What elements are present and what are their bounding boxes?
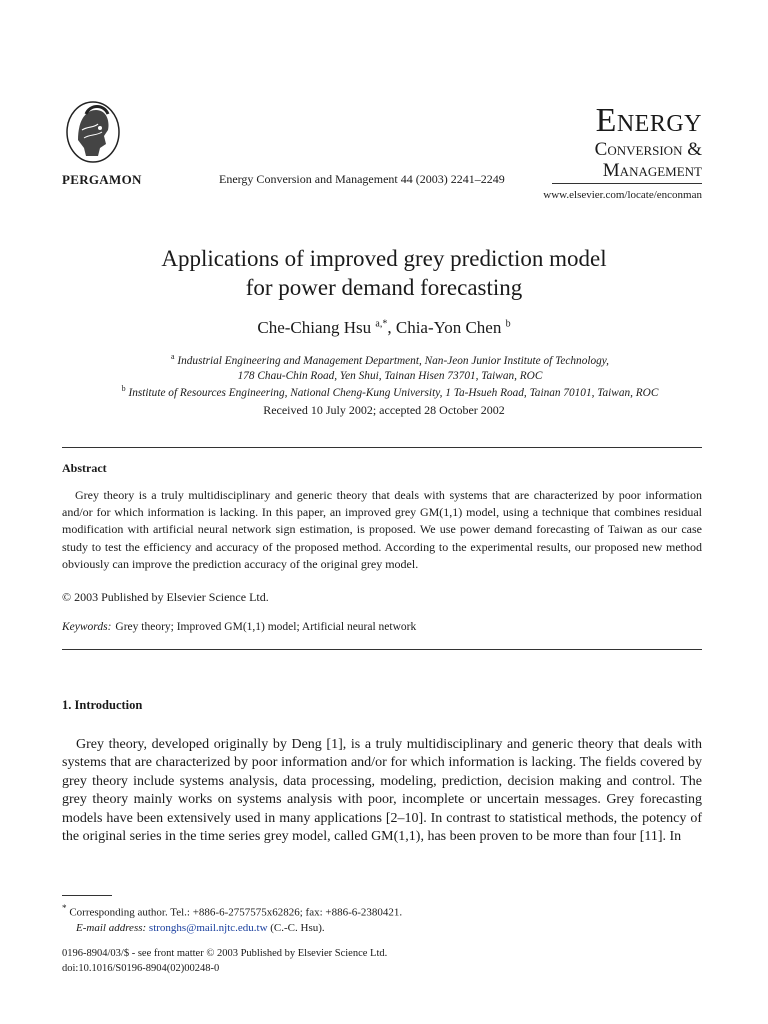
section-heading-introduction: 1. Introduction bbox=[62, 698, 143, 712]
doi-line: doi:10.1016/S0196-8904(02)00248-0 bbox=[62, 962, 220, 974]
brand-line-2: Conversion & bbox=[594, 139, 702, 160]
affiliation-a bbox=[40, 349, 740, 384]
article-title bbox=[0, 244, 768, 302]
introduction-body bbox=[62, 736, 702, 846]
author-1: Che-Chiang Hsu bbox=[257, 318, 372, 337]
abstract-body bbox=[62, 487, 702, 573]
front-matter-info bbox=[62, 947, 387, 976]
footnote-email-line bbox=[62, 921, 402, 936]
abstract-text: Grey theory is a truly multidisciplinary and generic theory that deals with systems that are characterized by poor information and/or for which information is lacking. In this paper, an improved grey GM(1,1) model, using a technique that combines residual modification with artificial neural network sign estimation, is proposed. We use power demand forecasting of Taiwan as our case study to test the efficiency and accuracy of the proposed method. According to the experimental results, our proposed new method obviously can improve the prediction accuracy of the original grey model. bbox=[62, 488, 702, 571]
affiliation-a-mark: a bbox=[170, 352, 175, 361]
footnote-mark: * bbox=[62, 903, 67, 913]
abstract-top-rule bbox=[62, 447, 702, 448]
footnote bbox=[62, 901, 402, 936]
author-list bbox=[0, 318, 768, 338]
journal-citation: Energy Conversion and Management 44 (2003) 2241–2249 bbox=[219, 172, 505, 186]
title-line-1: Applications of improved grey prediction model bbox=[161, 246, 607, 271]
email-link[interactable]: stronghs@mail.njtc.edu.tw bbox=[148, 921, 268, 934]
publisher-name: PERGAMON bbox=[62, 172, 142, 187]
keywords-text: Grey theory; Improved GM(1,1) model; Artificial neural network bbox=[115, 621, 417, 633]
affiliation-b-mark: b bbox=[121, 384, 126, 393]
abstract-bottom-rule bbox=[62, 649, 702, 650]
email-suffix: (C.-C. Hsu). bbox=[270, 921, 325, 934]
introduction-text: Grey theory, developed originally by Deng [1], is a truly multidisciplinary and generic theory that deals with systems that are characterized by poor information and/or for which information is lacking. The fields covered by grey theory include systems analysis, data processing, modeling, prediction, decision making and control. The grey theory mainly works on systems analysis with poor, incomplete or uncertain messages. Grey forecasting models have been extensively used in many applications [2–10]. In contrast to statistical methods, the potency of the original series in the time series grey model, called GM(1,1), has been proven to be more than four [11]. In bbox=[62, 737, 702, 845]
received-dates: Received 10 July 2002; accepted 28 October 2002 bbox=[263, 403, 505, 417]
footnote-rule bbox=[62, 895, 112, 896]
footnote-contact: Corresponding author. Tel.: +886-6-2757575x62826; fax: +886-6-2380421. bbox=[69, 906, 403, 919]
author-1-affil: a,* bbox=[375, 318, 388, 330]
warrior-head-emblem-icon bbox=[64, 100, 122, 168]
author-2-affil: b bbox=[505, 318, 511, 330]
keywords bbox=[62, 621, 416, 633]
affiliation-b bbox=[30, 381, 750, 401]
journal-brand bbox=[595, 104, 702, 180]
brand-line-3: Management bbox=[602, 160, 702, 181]
brand-line-1: Energy bbox=[595, 102, 702, 139]
front-matter-line: 0196-8904/03/$ - see front matter © 2003 Published by Elsevier Science Ltd. bbox=[62, 948, 388, 959]
affiliation-b-text: Institute of Resources Engineering, National Cheng-Kung University, 1 Ta-Hsueh Road, Tainan 70101, Taiwan, ROC bbox=[128, 386, 659, 399]
affiliation-a-line-2: 178 Chau-Chin Road, Yen Shui, Tainan Hisen 73701, Taiwan, ROC bbox=[237, 369, 543, 382]
abstract-copyright: © 2003 Published by Elsevier Science Ltd. bbox=[62, 590, 269, 604]
journal-url-link[interactable]: www.elsevier.com/locate/enconman bbox=[543, 189, 702, 201]
brand-divider bbox=[552, 183, 702, 184]
keywords-label: Keywords: bbox=[62, 621, 112, 633]
author-separator: , bbox=[387, 318, 396, 337]
footnote-contact-line bbox=[62, 901, 402, 921]
title-line-2: for power demand forecasting bbox=[245, 275, 523, 300]
email-label: E-mail address: bbox=[76, 921, 147, 934]
affiliation-a-line-1: Industrial Engineering and Management Department, Nan-Jeon Junior Institute of Technology, bbox=[177, 354, 610, 367]
abstract-heading: Abstract bbox=[62, 461, 107, 475]
publisher-logo bbox=[64, 100, 122, 168]
author-2: Chia-Yon Chen bbox=[395, 318, 502, 337]
